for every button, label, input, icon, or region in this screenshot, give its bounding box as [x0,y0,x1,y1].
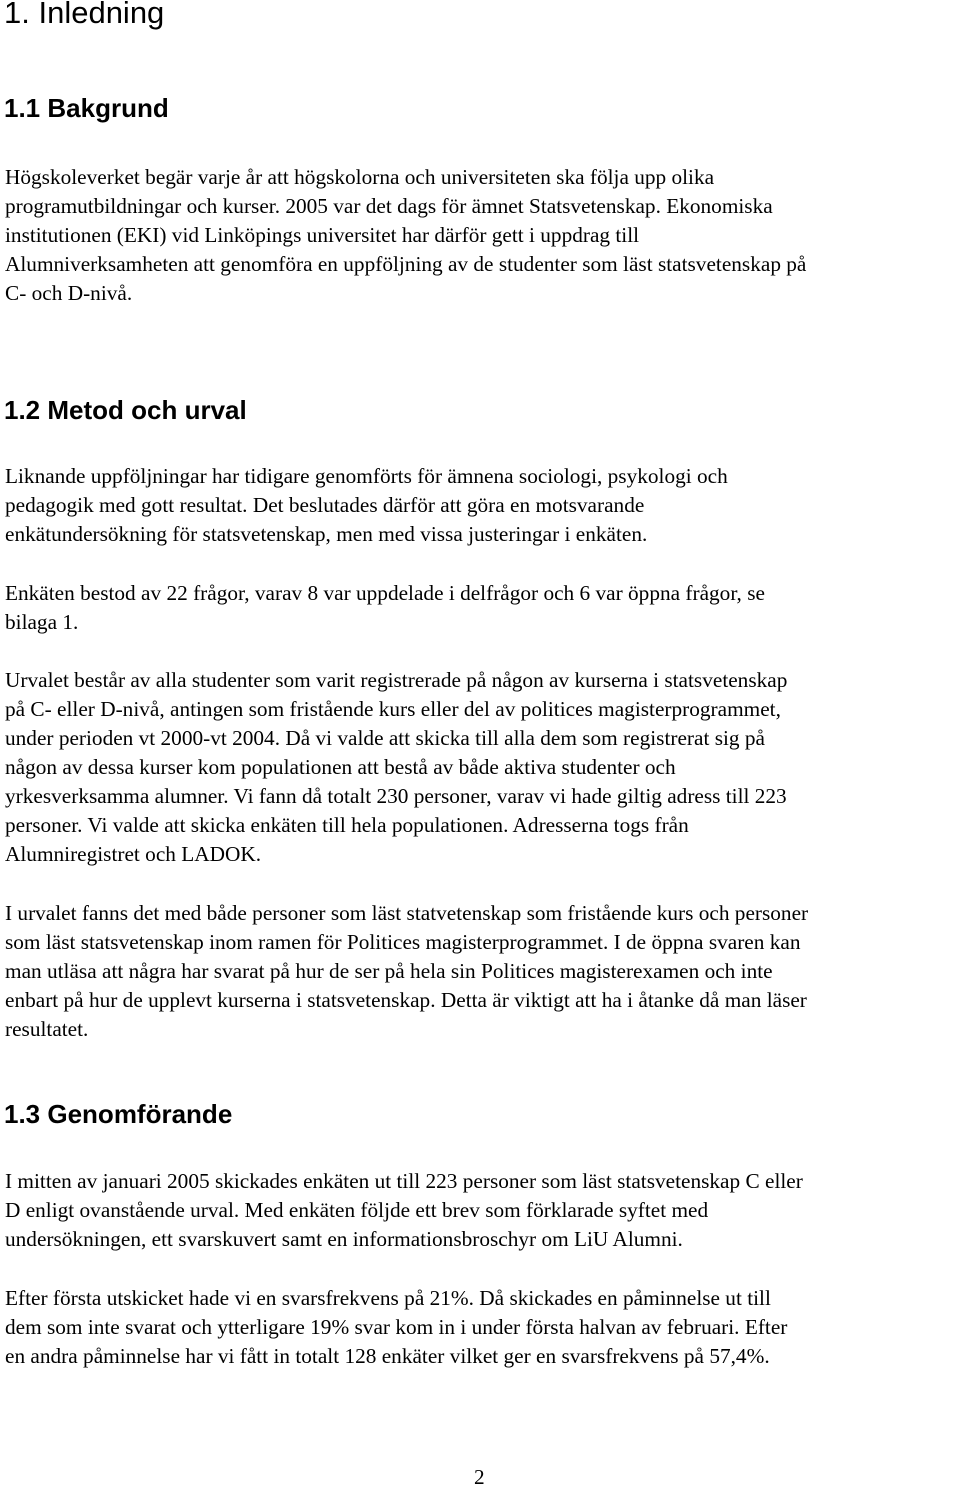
paragraph-metod-1: Liknande uppföljningar har tidigare genomförts för ämnena sociologi, psykologi och pedagogik med gott resultat. Det beslutades därför att göra en motsvarande enkätundersökning för statsvetenskap, men med vissa justeringar i enkäten. [5,464,728,546]
paragraph-metod-3: Urvalet består av alla studenter som varit registrerade på någon av kurserna i statsvetenskap på C- eller D-nivå, antingen som fristående kurs eller del av politices magisterprogrammet, under perioden vt 2000-vt 2004. Då vi valde att skicka till alla dem som registrerat sig på någon av dessa kurser kom populationen att bestå av både aktiva studenter och yrkesverksamma alumner. Vi fann då totalt 230 personer, varav vi hade giltig adress till 223 personer. Vi valde att skicka enkäten till hela populationen. Adresserna togs från Alumniregistret och LADOK. [5,668,788,866]
section-heading-genomforande: 1.3 Genomförande [4,1099,233,1129]
paragraph-genomforande-2: Efter första utskicket hade vi en svarsfrekvens på 21%. Då skickades en påminnelse ut till dem som inte svarat och ytterligare 19% svar kom in i under första halvan av februari. Efter en andra påminnelse har vi fått in totalt 128 enkäter vilket ger en svarsfrekvens på 57,4%. [5,1286,788,1368]
paragraph-metod-2: Enkäten bestod av 22 frågor, varav 8 var uppdelade i delfrågor och 6 var öppna frågor, se bilaga 1. [5,581,765,634]
paragraph-bakgrund: Högskoleverket begär varje år att högskolorna och universiteten ska följa upp olika programutbildningar och kurser. 2005 var det dags för ämnet Statsvetenskap. Ekonomiska institutionen (EKI) vid Linköpings universitet har därför gett i uppdrag till Alumniverksamheten att genomföra en uppföljning av de studenter som läst statsvetenskap på C- och D-nivå. [5,165,807,305]
page-number: 2 [474,1465,485,1489]
section-heading-bakgrund: 1.1 Bakgrund [4,93,169,123]
paragraph-metod-4: I urvalet fanns det med både personer som läst statvetenskap som fristående kurs och personer som läst statsvetenskap inom ramen för Politices magisterprogrammet. I de öppna svaren kan man utläsa att några har svarat på hur de ser på hela sin Politices magisterexamen och inte enbart på hur de upplevt kurserna i statsvetenskap. Detta är viktigt att ha i åtanke då man läser resultatet. [5,901,809,1041]
paragraph-genomforande-1: I mitten av januari 2005 skickades enkäten ut till 223 personer som läst statsvetenskap C eller D enligt ovanstående urval. Med enkäten följde ett brev som förklarade syftet med undersökningen, ett svarskuvert samt en informationsbroschyr om LiU Alumni. [5,1169,803,1251]
section-heading-metod-och-urval: 1.2 Metod och urval [4,395,247,425]
chapter-title: 1. Inledning [4,0,165,30]
